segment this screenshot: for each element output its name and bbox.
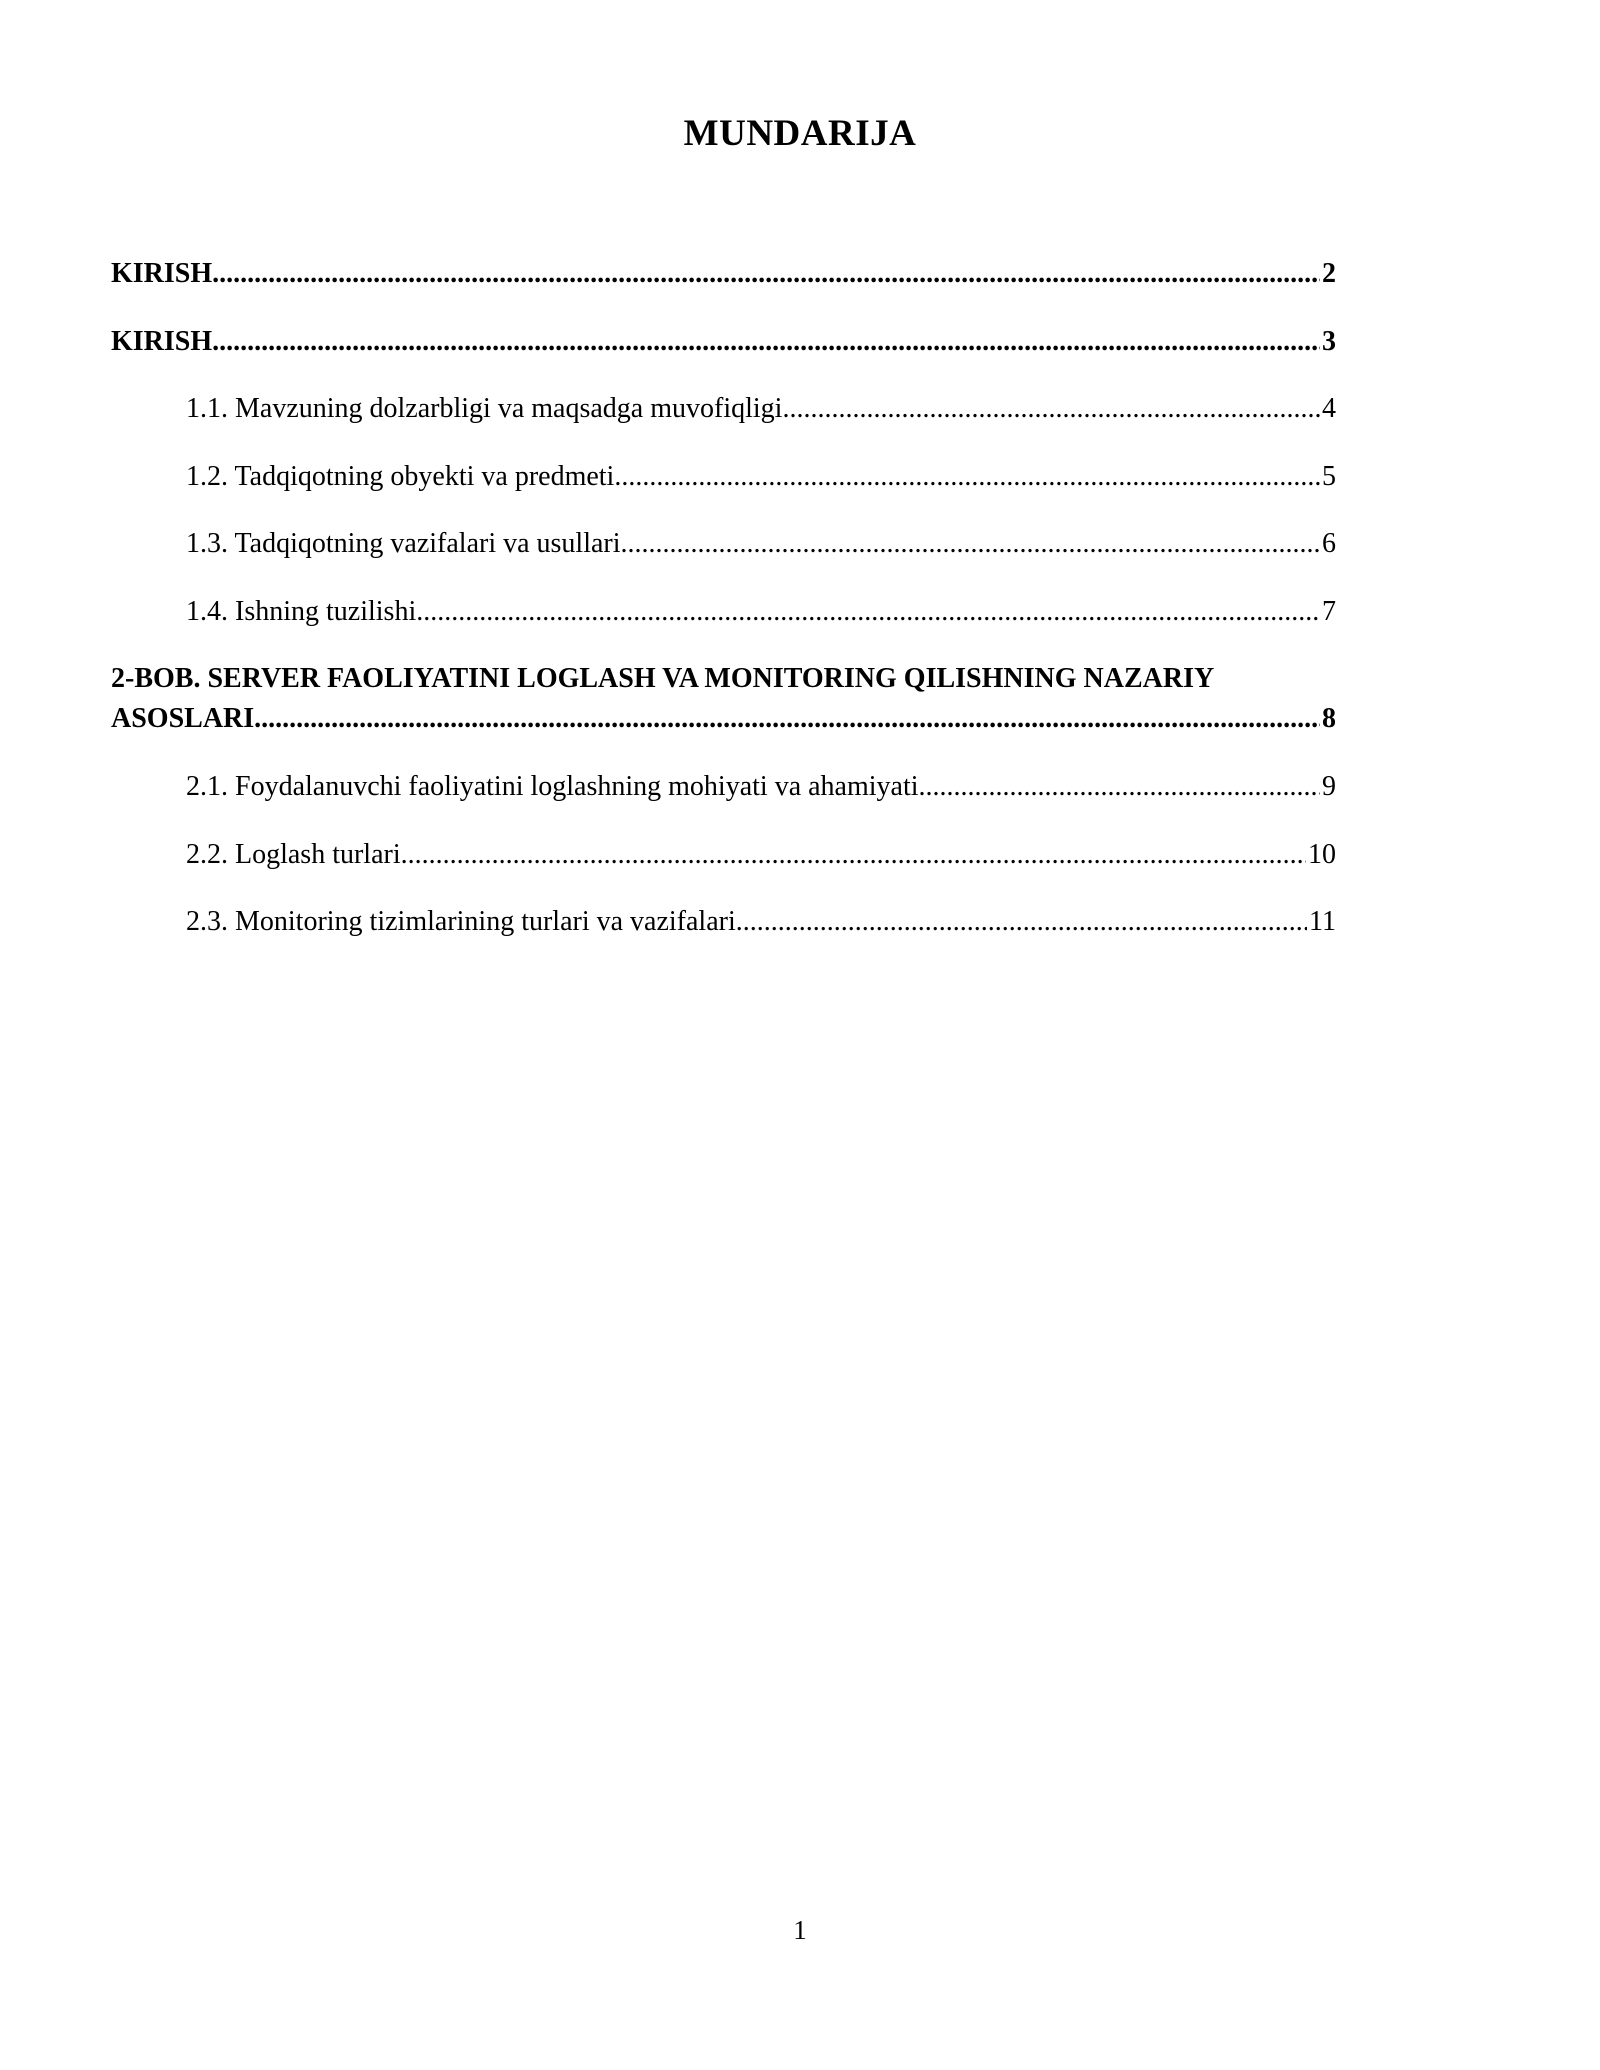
toc-leader-dots xyxy=(212,254,1320,294)
toc-page-number: 10 xyxy=(1308,838,1336,870)
toc-entry-1-2[interactable] xyxy=(111,457,1336,525)
toc-leader-dots xyxy=(401,835,1306,875)
document-title: MUNDARIJA xyxy=(683,113,917,154)
toc-entry-1-3[interactable] xyxy=(111,524,1336,592)
toc-entry-text: 1.3. Tadqiqotning vazifalari va usullari xyxy=(186,528,621,559)
toc-leader-dots xyxy=(212,322,1320,362)
toc-entry-text: 2.2. Loglash turlari xyxy=(186,838,401,870)
toc-leader-dots xyxy=(919,767,1320,807)
toc-leader-dots xyxy=(254,699,1320,739)
toc-leader-dots xyxy=(782,389,1320,429)
toc-entry-text: 2.1. Foydalanuvchi faoliyatini loglashning mohiyati va ahamiyati xyxy=(186,771,919,802)
toc-page-number: 3 xyxy=(1322,325,1336,357)
toc-leader-dots xyxy=(736,902,1307,942)
toc-entry-chapter-2[interactable] xyxy=(111,659,1336,767)
toc-entry-text: KIRISH xyxy=(111,325,213,357)
toc-entry-text: 1.1. Mavzuning dolzarbligi va maqsadga muvofiqligi xyxy=(186,393,783,424)
toc-page-number: 5 xyxy=(1322,460,1336,492)
toc-page-number: 8 xyxy=(1322,703,1336,734)
toc-entry-2-2[interactable] xyxy=(111,835,1336,903)
table-of-contents xyxy=(111,254,1336,970)
toc-page-number: 11 xyxy=(1309,906,1336,937)
toc-page-number: 7 xyxy=(1322,595,1336,627)
toc-entry-text: 2.3. Monitoring tizimlarining turlari va vazifalari xyxy=(186,906,736,937)
toc-page-number: 6 xyxy=(1322,528,1336,559)
toc-page-number: 2 xyxy=(1322,258,1336,289)
toc-leader-dots xyxy=(416,592,1320,632)
toc-page-number: 4 xyxy=(1322,393,1336,424)
page-number: 1 xyxy=(793,1915,807,1945)
toc-entry-text: 1.2. Tadqiqotning obyekti va predmeti xyxy=(186,460,615,492)
toc-entry-1-1[interactable] xyxy=(111,389,1336,457)
toc-entry-text-line2: ASOSLARI xyxy=(111,703,255,734)
toc-leader-dots xyxy=(621,524,1320,564)
toc-entry-text: 1.4. Ishning tuzilishi xyxy=(186,595,417,627)
toc-page-number: 9 xyxy=(1322,771,1336,802)
toc-leader-dots xyxy=(614,457,1320,497)
toc-entry-kirish-2[interactable] xyxy=(111,322,1336,390)
toc-entry-2-1[interactable] xyxy=(111,767,1336,835)
toc-entry-kirish-1[interactable] xyxy=(111,254,1336,322)
toc-entry-text: KIRISH xyxy=(111,258,213,289)
toc-entry-1-4[interactable] xyxy=(111,592,1336,660)
toc-entry-text-line1: 2-BOB. SERVER FAOLIYATINI LOGLASH VA MONITORING QILISHNING NAZARIY xyxy=(111,663,1215,694)
toc-entry-2-3[interactable] xyxy=(111,902,1336,970)
